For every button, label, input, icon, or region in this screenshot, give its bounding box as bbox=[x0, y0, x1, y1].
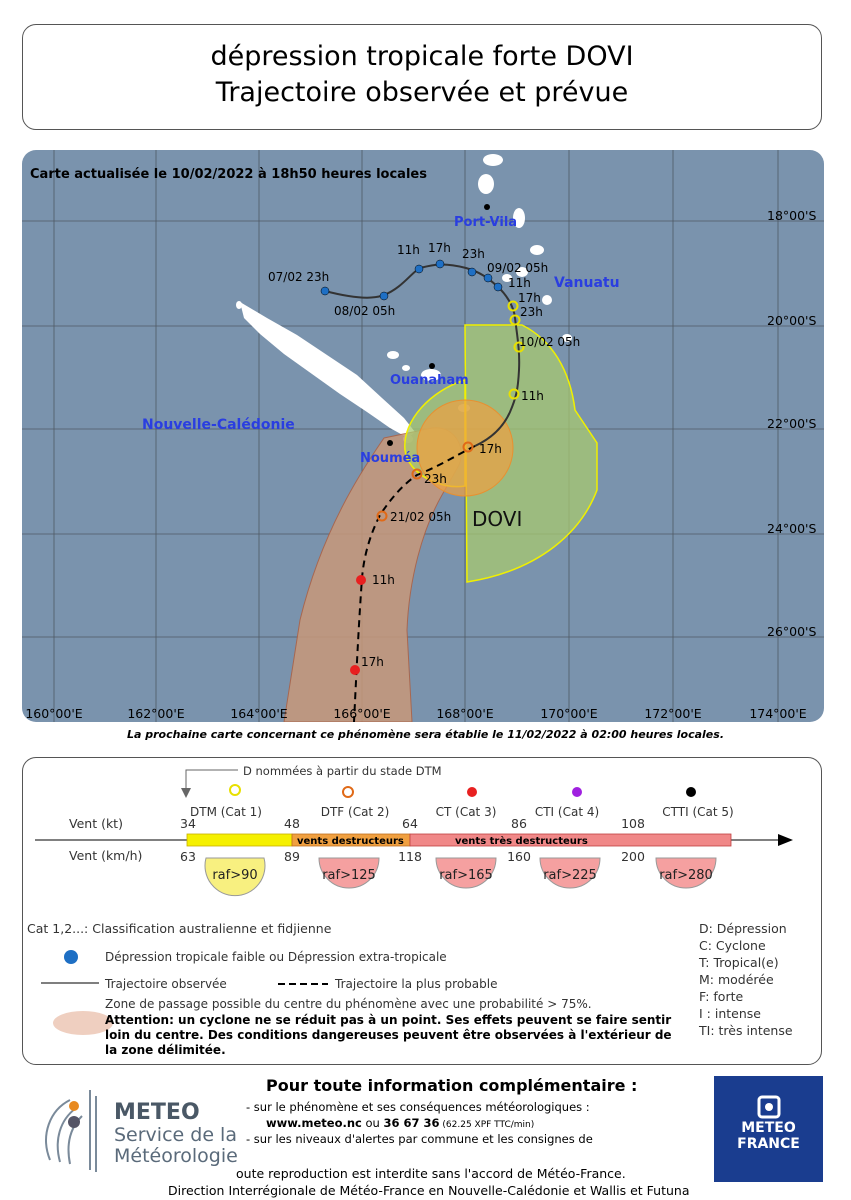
svg-text:17h: 17h bbox=[428, 241, 451, 255]
svg-text:63: 63 bbox=[180, 849, 196, 864]
svg-text:17h: 17h bbox=[361, 655, 384, 669]
svg-text:164°00'E: 164°00'E bbox=[230, 706, 288, 721]
vents-tres-destructeurs: vents très destructeurs bbox=[455, 836, 588, 847]
meteo-france-icon bbox=[756, 1094, 782, 1120]
svg-text:T: Tropical(e): T: Tropical(e) bbox=[699, 955, 779, 970]
title-line-1: dépression tropicale forte DOVI bbox=[210, 41, 634, 72]
svg-text:34: 34 bbox=[180, 816, 196, 831]
zone-text: Zone de passage possible du centre du phénomène avec une probabilité > 75%. bbox=[105, 997, 592, 1011]
meteo-france-logo: METEO FRANCE bbox=[714, 1076, 823, 1182]
cat2-icon bbox=[343, 787, 353, 797]
svg-text:174°00'E: 174°00'E bbox=[749, 706, 807, 721]
svg-text:08/02 05h: 08/02 05h bbox=[334, 304, 396, 318]
svg-text:17h: 17h bbox=[518, 291, 541, 305]
place-ouanaham: Ouanaham bbox=[390, 373, 469, 388]
info-title: Pour toute information complémentaire : bbox=[266, 1076, 638, 1095]
d-named-text: D nommées à partir du stade DTM bbox=[243, 764, 442, 778]
probable-track-text: Trajectoire la plus probable bbox=[335, 977, 498, 991]
svg-text:Attention: un cyclone ne se ré: Attention: un cyclone ne se réduit pas à un point. Ses effets peuvent se faire sentir bbox=[105, 1013, 672, 1027]
svg-text:C: Cyclone: C: Cyclone bbox=[699, 938, 766, 953]
svg-text:20°00'S: 20°00'S bbox=[767, 313, 817, 328]
svg-text:89: 89 bbox=[284, 849, 300, 864]
title-line-2: Trajectoire observée et prévue bbox=[215, 77, 629, 108]
svg-text:10/02 05h: 10/02 05h bbox=[519, 335, 581, 349]
svg-text:21/02 05h: 21/02 05h bbox=[390, 510, 452, 524]
info-line-2: www.meteo.nc ou 36 67 36 (62.25 XPF TTC/min) bbox=[266, 1116, 535, 1130]
cat-3-label: CT (Cat 3) bbox=[435, 805, 497, 819]
footer bbox=[0, 1070, 851, 1200]
svg-text:07/02 23h: 07/02 23h bbox=[268, 270, 330, 284]
observed-track-text: Trajectoire observée bbox=[105, 977, 227, 991]
title-box bbox=[22, 24, 822, 130]
direction-line: Direction Interrégionale de Météo-France en Nouvelle-Calédonie et Wallis et Futuna bbox=[168, 1183, 690, 1198]
svg-text:TI: très intense: TI: très intense bbox=[699, 1023, 793, 1038]
svg-text:200: 200 bbox=[621, 849, 645, 864]
map-update-text: Carte actualisée le 10/02/2022 à 18h50 heures locales bbox=[30, 167, 427, 182]
svg-text:11h: 11h bbox=[372, 573, 395, 587]
svg-text:168°00'E: 168°00'E bbox=[436, 706, 494, 721]
copyright-line: oute reproduction est interdite sans l'accord de Météo-France. bbox=[236, 1166, 626, 1181]
next-map-note: La prochaine carte concernant ce phénomène sera établie le 11/02/2022 à 02:00 heures locales. bbox=[127, 728, 724, 741]
svg-text:22°00'S: 22°00'S bbox=[767, 416, 817, 431]
cat5-icon bbox=[686, 787, 696, 797]
cat-2-label: DTF (Cat 2) bbox=[320, 805, 390, 819]
svg-text:raf>125: raf>125 bbox=[322, 868, 376, 883]
phone-number[interactable]: 36 67 36 bbox=[383, 1116, 440, 1130]
wind-kmh-label: Vent (km/h) bbox=[69, 848, 143, 863]
cat-note: Cat 1,2...: Classification australienne et fidjienne bbox=[27, 921, 332, 936]
svg-text:118: 118 bbox=[398, 849, 422, 864]
svg-text:48: 48 bbox=[284, 816, 300, 831]
svg-text:108: 108 bbox=[621, 816, 645, 831]
svg-text:11h: 11h bbox=[521, 389, 544, 403]
meteo-nc-logo bbox=[30, 1080, 110, 1180]
svg-text:raf>280: raf>280 bbox=[659, 868, 713, 883]
svg-text:17h: 17h bbox=[479, 442, 502, 456]
svg-text:24°00'S: 24°00'S bbox=[767, 521, 817, 536]
svg-text:26°00'S: 26°00'S bbox=[767, 624, 817, 639]
svg-text:loin du centre. Des conditions: loin du centre. Des conditions dangereuses peuvent être observées à l'extérieur de bbox=[105, 1028, 672, 1042]
storm-name: DOVI bbox=[472, 507, 523, 531]
website-link[interactable]: www.meteo.nc bbox=[266, 1116, 362, 1130]
svg-text:64: 64 bbox=[402, 816, 418, 831]
svg-text:160: 160 bbox=[507, 849, 531, 864]
cat-4-label: CTI (Cat 4) bbox=[534, 805, 600, 819]
svg-text:162°00'E: 162°00'E bbox=[127, 706, 185, 721]
place-port-vila: Port-Vila bbox=[454, 215, 518, 230]
svg-text:F: forte: F: forte bbox=[699, 989, 744, 1004]
svg-text:11h: 11h bbox=[397, 243, 420, 257]
svg-text:172°00'E: 172°00'E bbox=[644, 706, 702, 721]
svg-text:raf>225: raf>225 bbox=[543, 868, 597, 883]
blue-dot-icon bbox=[64, 950, 78, 964]
cat3-icon bbox=[467, 787, 477, 797]
svg-text:86: 86 bbox=[511, 816, 527, 831]
svg-text:09/02 05h: 09/02 05h bbox=[487, 261, 549, 275]
svg-text:23h: 23h bbox=[424, 472, 447, 486]
svg-text:11h: 11h bbox=[508, 276, 531, 290]
place-vanuatu: Vanuatu bbox=[554, 275, 620, 291]
svg-text:23h: 23h bbox=[462, 247, 485, 261]
svg-text:23h: 23h bbox=[520, 305, 543, 319]
blue-dot-text: Dépression tropicale faible ou Dépression extra-tropicale bbox=[105, 950, 447, 964]
cat4-icon bbox=[572, 787, 582, 797]
cat-1-label: DTM (Cat 1) bbox=[190, 805, 262, 819]
place-noumea: Nouméa bbox=[360, 451, 421, 466]
svg-text:raf>90: raf>90 bbox=[212, 868, 258, 883]
svg-text:M: modérée: M: modérée bbox=[699, 972, 774, 987]
info-line-1: - sur le phénomène et ses conséquences météorologiques : bbox=[246, 1100, 590, 1114]
svg-text:D: Dépression: D: Dépression bbox=[699, 921, 787, 936]
cat-5-label: CTTI (Cat 5) bbox=[662, 805, 734, 819]
svg-text:160°00'E: 160°00'E bbox=[25, 706, 83, 721]
svg-text:la zone délimitée.: la zone délimitée. bbox=[105, 1043, 226, 1057]
legend-box bbox=[22, 757, 822, 1065]
cone-swatch bbox=[53, 1011, 113, 1035]
info-line-3: - sur les niveaux d'alertes par commune et les consignes de bbox=[246, 1132, 593, 1146]
place-nouvelle-caledonie: Nouvelle-Calédonie bbox=[142, 417, 295, 433]
wind-kt-label: Vent (kt) bbox=[69, 816, 123, 831]
vents-destructeurs: vents destructeurs bbox=[297, 836, 404, 847]
meteo-nc-logo-text: METEO Service de la Météorologie bbox=[114, 1100, 238, 1167]
trajectory-map[interactable] bbox=[22, 150, 824, 722]
svg-text:170°00'E: 170°00'E bbox=[540, 706, 598, 721]
svg-text:166°00'E: 166°00'E bbox=[333, 706, 391, 721]
svg-text:18°00'S: 18°00'S bbox=[767, 208, 817, 223]
svg-text:raf>165: raf>165 bbox=[439, 868, 493, 883]
svg-text:I : intense: I : intense bbox=[699, 1006, 761, 1021]
cat1-icon bbox=[230, 785, 240, 795]
